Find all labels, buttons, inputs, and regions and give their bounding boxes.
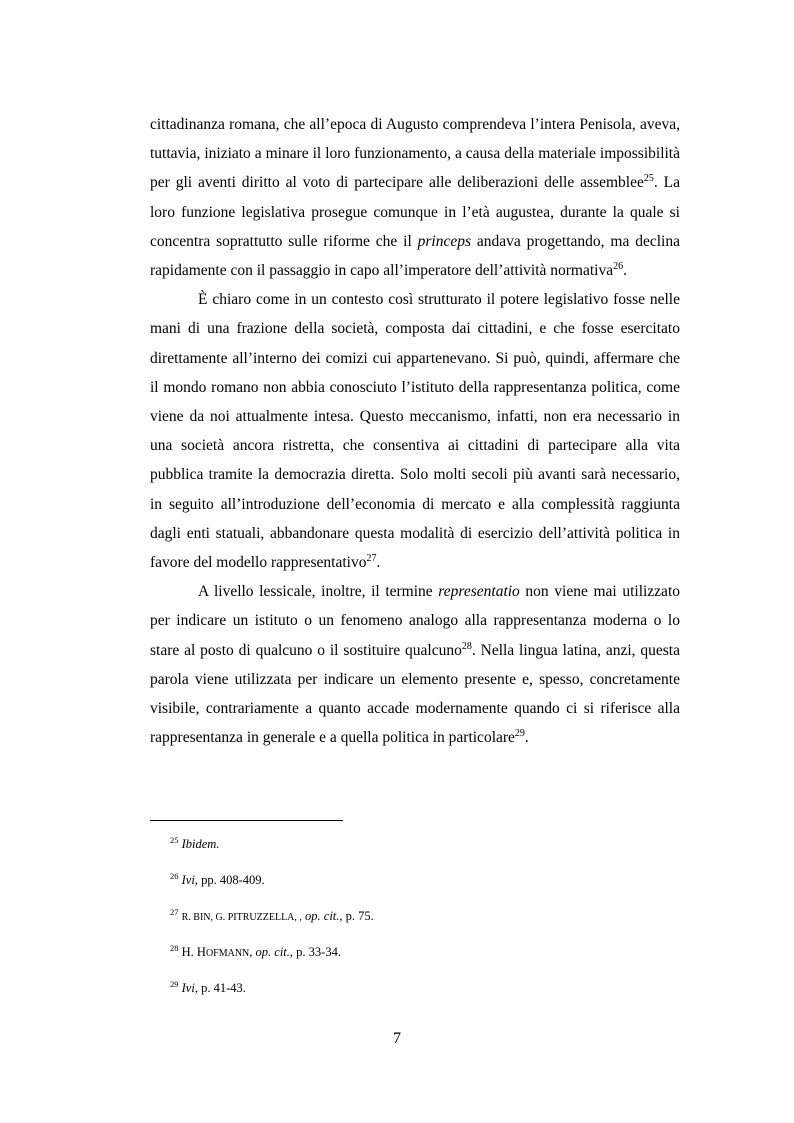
paragraph — [150, 285, 680, 577]
footnote — [170, 970, 670, 1006]
italic-text: Ibidem. — [181, 837, 220, 851]
body-text — [150, 110, 680, 752]
paragraph — [150, 577, 680, 752]
text-run: È chiaro come in un contesto così strutturato il potere legislativo fosse nelle mani di una frazione della società, composta dai cittadini, e che fosse esercitato direttamente all’interno dei comizi cui appartenevano. Si può, quindi, affermare che il mondo romano non abbia conosciuto l’istituto della rappresentanza politica, come viene da noi attualmente intesa. Questo meccanismo, infatti, non era necessario in una società ancora ristretta, che consentiva ai cittadini di partecipare alla vita pubblica tramite la democrazia diretta. Solo molti secoli più avanti sarà necessario, in seguito all’introduzione dell’economia di mercato e alla complessità raggiunta dagli enti statuali, abbandonare questa modalità di esercizio dell’attività politica in favore del modello rappresentativo — [150, 291, 680, 572]
small-caps-text: OFMANN — [205, 948, 250, 959]
italic-text: representatio — [438, 583, 520, 601]
text-run: , p. 41-43. — [194, 981, 246, 995]
italic-text: op. cit. — [255, 945, 290, 959]
small-caps-text: R. BIN, G. PITRUZZELLA, , — [181, 912, 302, 923]
footnote-number: 29 — [170, 978, 179, 989]
footnote-number: 26 — [170, 870, 179, 881]
paragraph — [150, 110, 680, 285]
footnote-number: 28 — [170, 942, 179, 953]
text-run: andava progettando, ma declina rapidamente con il passaggio in capo all’imperatore dell’attività normativa — [150, 232, 680, 280]
text-run: . — [524, 729, 529, 747]
footnote-number: 25 — [170, 834, 179, 845]
text-run: H. H — [181, 945, 206, 959]
text-run: . La loro funzione legislativa prosegue comunque in l’età augustea, durante la quale si concentra soprattutto sulle riforme che il — [150, 174, 680, 250]
footnote-reference: 25 — [643, 173, 654, 185]
italic-text: Ivi — [181, 981, 195, 995]
text-run: , — [249, 945, 256, 959]
footnote-reference: 27 — [366, 552, 377, 564]
text-run: cittadinanza romana, che all’epoca di Augusto comprendeva l’intera Penisola, aveva, tuttavia, iniziato a minare il loro funzionamento, a causa della materiale impossibilità per gli aventi diritto al voto di partecipare alle deliberazioni delle assemblee — [150, 116, 680, 192]
text-run: . Nella lingua latina, anzi, questa parola viene utilizzata per indicare un elemento presente e, spesso, concretamente visibile, contrariamente a quanto accade modernamente quando ci si riferisce alla rappresentanza in generale e a quella politica in particolare — [150, 641, 680, 747]
footnote — [170, 826, 670, 862]
footnotes — [170, 826, 670, 1006]
text-run: . — [623, 262, 627, 280]
italic-text: Ivi, — [181, 873, 198, 887]
footnote-reference: 26 — [613, 260, 624, 272]
footnote-reference: 29 — [514, 728, 525, 740]
footnote — [170, 934, 670, 970]
italic-text: princeps — [417, 232, 472, 250]
footnote — [170, 898, 670, 934]
text-run: non viene mai utilizzato per indicare un istituto o un fenomeno analogo alla rappresentanza moderna o lo stare al posto di qualcuno o il sostituire qualcuno — [150, 583, 680, 659]
footnote-separator — [150, 820, 343, 821]
text-run: . — [376, 554, 381, 572]
footnote — [170, 862, 670, 898]
footnote-reference: 28 — [461, 640, 472, 652]
italic-text: op. cit., — [305, 909, 343, 923]
footnote-number: 27 — [170, 906, 179, 917]
text-run: A livello lessicale, inoltre, il termine — [198, 583, 439, 601]
text-run: pp. 408-409. — [197, 873, 265, 887]
text-run: p. 75. — [342, 909, 374, 923]
page-number: 7 — [393, 1030, 401, 1047]
text-run: , p. 33-34. — [289, 945, 341, 959]
